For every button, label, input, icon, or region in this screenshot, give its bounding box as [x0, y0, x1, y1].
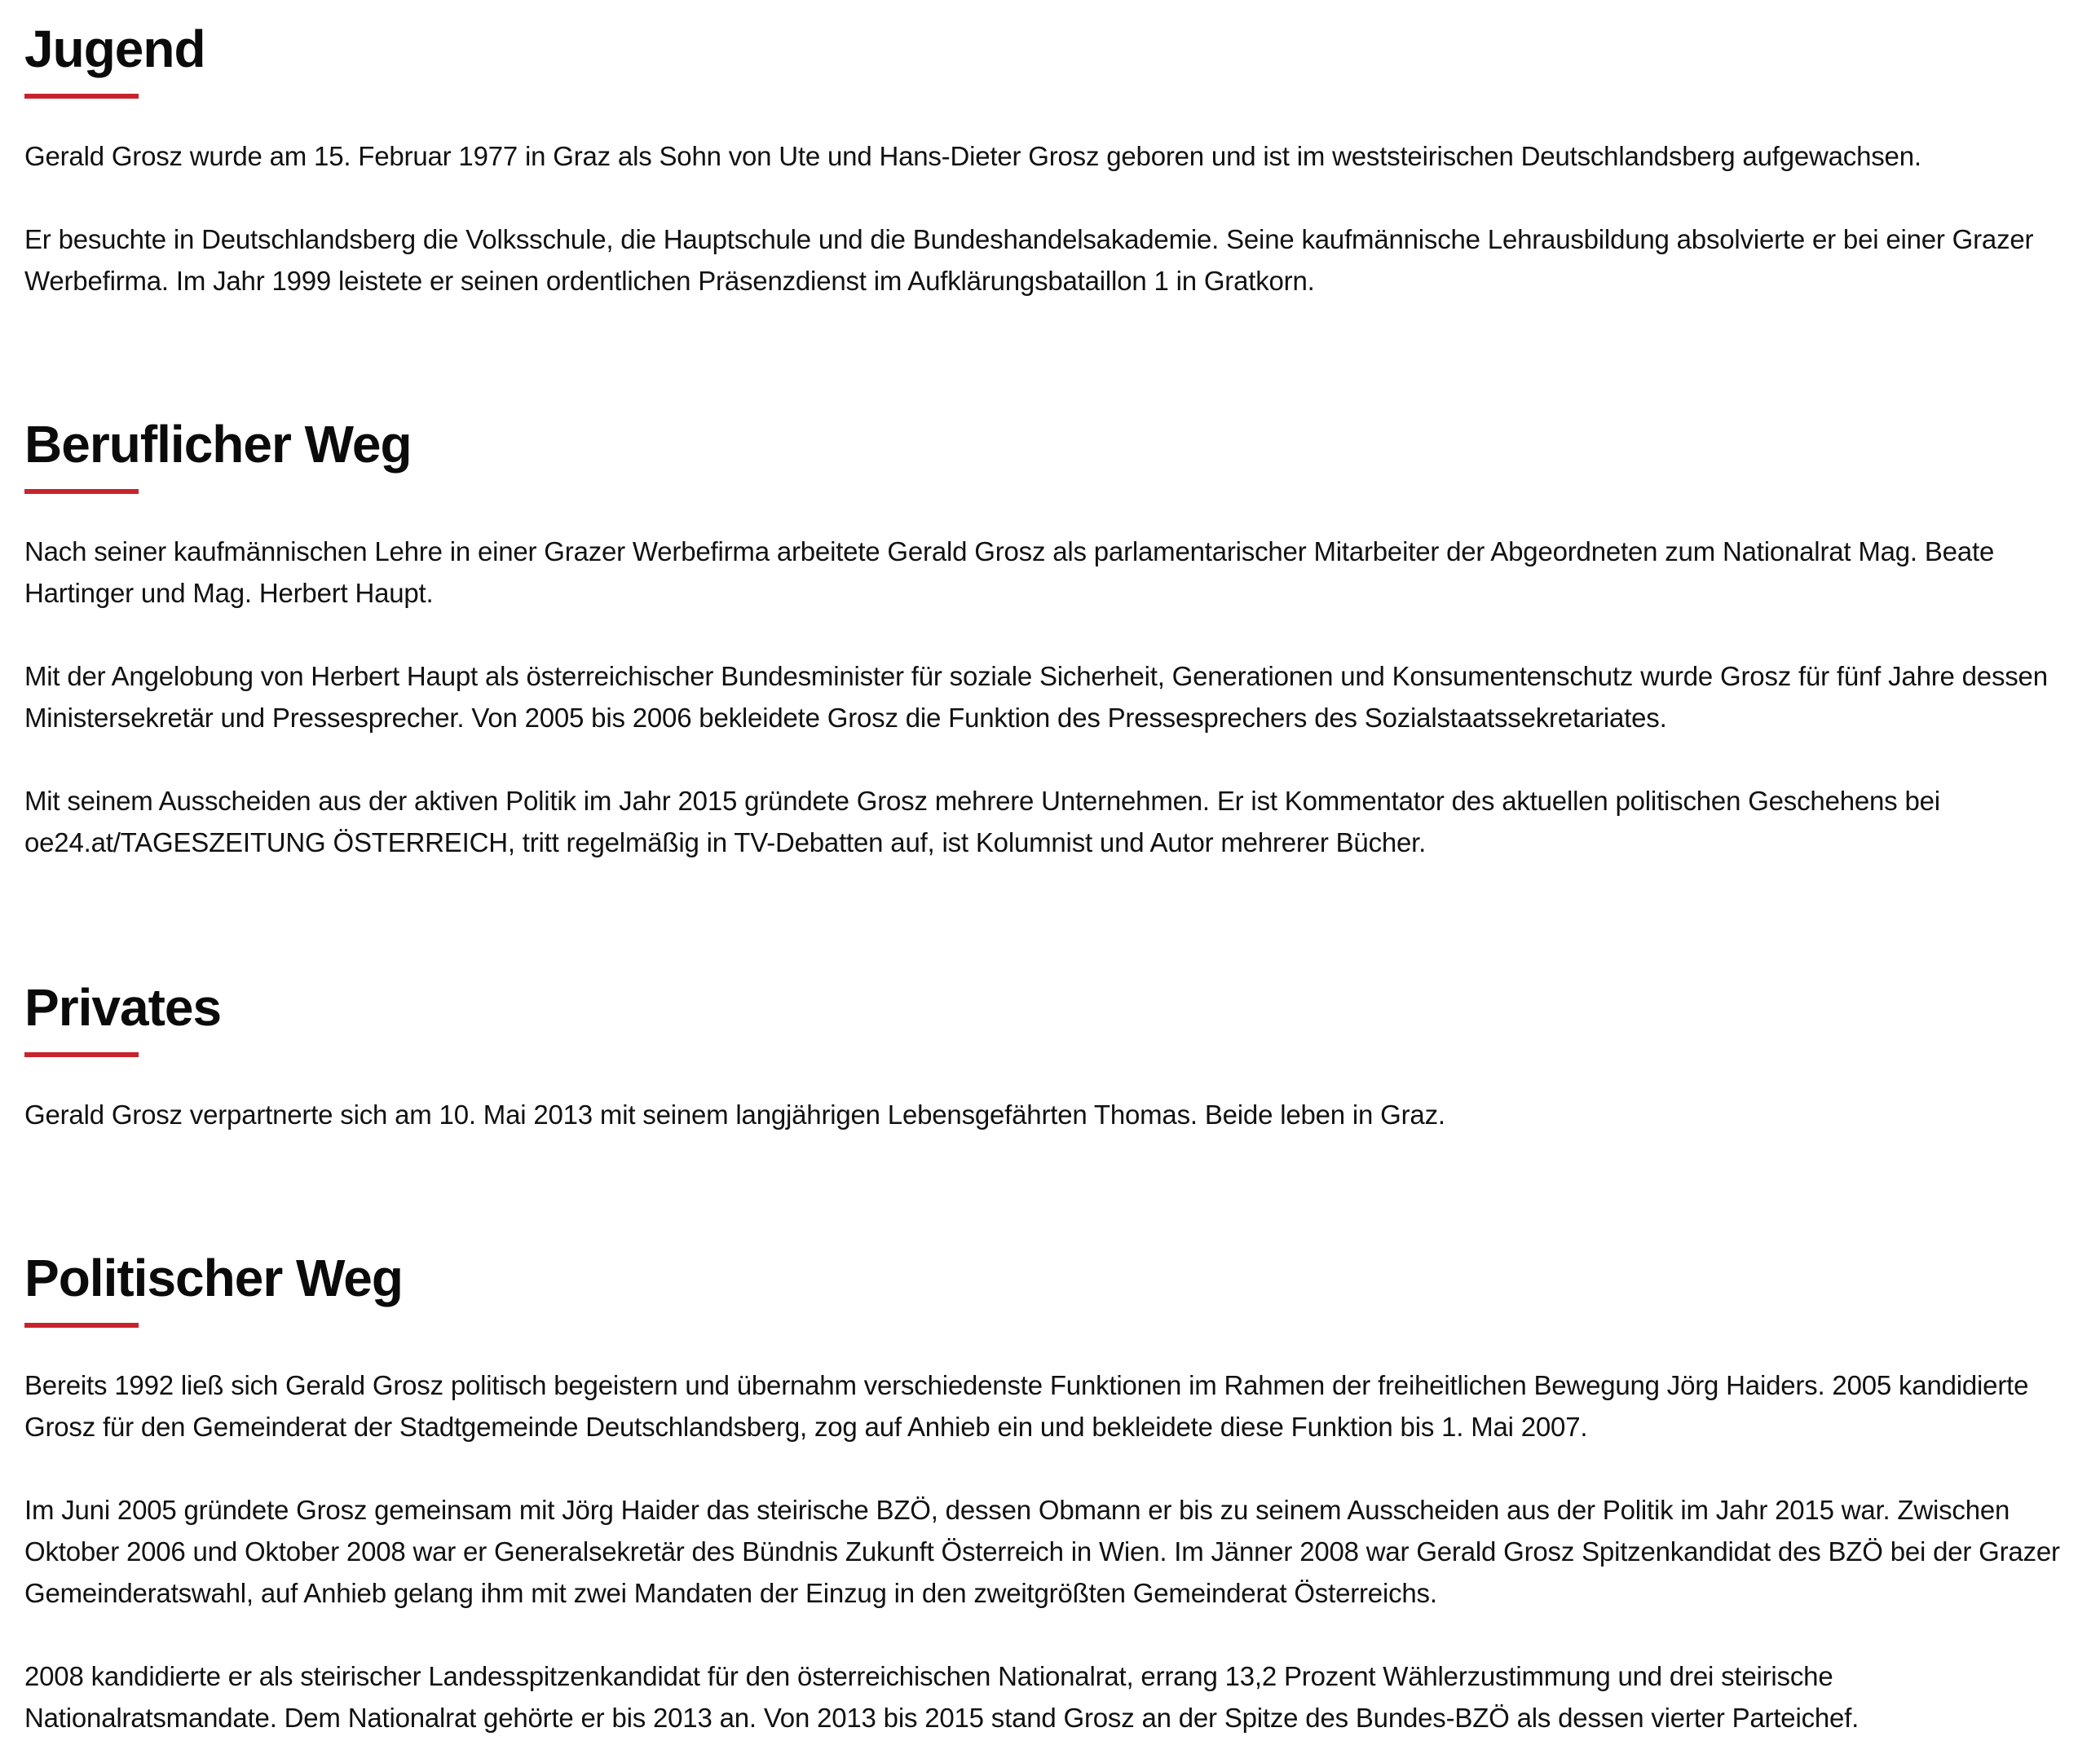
paragraph: Im Juni 2005 gründete Grosz gemeinsam mit Jörg Haider das steirische BZÖ, dessen Obmann er bis zu seinem Ausscheiden aus der Politik im Jahr 2015 war. Zwischen Oktober 2006 und Oktober 2008 war er Generalsekretär des Bündnis Zukunft Österreich in Wien. Im Jänner 2008 war Gerald Grosz Spitzenkandidat des BZÖ bei der Grazer Gemeinderatswahl, auf Anhieb gelang ihm mit zwei Mandaten der Einzug in den zweitgrößten Gemeinderat Österreichs.	[24, 1495, 2060, 1608]
section-title: Politischer Weg	[24, 1249, 403, 1307]
paragraph: Nach seiner kaufmännischen Lehre in einer Grazer Werbefirma arbeitete Gerald Grosz als parlamentarischer Mitarbeiter der Abgeordneten zum Nationalrat Mag. Beate Hartinger und Mag. Herbert Haupt.	[24, 536, 1995, 608]
section-politischer-weg	[24, 1249, 2087, 1739]
section-body	[24, 135, 2087, 302]
title-underline	[24, 1052, 139, 1057]
section-jugend	[24, 20, 2087, 302]
section-title: Jugend	[24, 20, 205, 78]
section-title: Beruflicher Weg	[24, 415, 412, 474]
paragraph: Mit seinem Ausscheiden aus der aktiven Politik im Jahr 2015 gründete Grosz mehrere Unternehmen. Er ist Kommentator des aktuellen politischen Geschehens bei oe24.at/TAGESZEITUNG ÖSTERREICH, tritt regelmäßig in TV-Debatten auf, ist Kolumnist und Autor mehrerer Bücher.	[24, 786, 1940, 857]
paragraph: Bereits 1992 ließ sich Gerald Grosz politisch begeistern und übernahm verschiedenste Funktionen im Rahmen der freiheitlichen Bewegung Jörg Haiders. 2005 kandidierte Grosz für den Gemeinderat der Stadtgemeinde Deutschlandsberg, zog auf Anhieb ein und bekleidete diese Funktion bis 1. Mai 2007.	[24, 1370, 2029, 1442]
paragraph: 2008 kandidierte er als steirischer Landesspitzenkandidat für den österreichischen Nationalrat, errang 13,2 Prozent Wählerzustimmung und drei steirische Nationalratsmandate. Dem Nationalrat gehörte er bis 2013 an. Von 2013 bis 2015 stand Grosz an der Spitze des Bundes-BZÖ als dessen vierter Parteichef.	[24, 1661, 1860, 1733]
paragraph: Gerald Grosz wurde am 15. Februar 1977 in Graz als Sohn von Ute und Hans-Dieter Grosz geboren und ist im weststeirischen Deutschlandsberg aufgewachsen.	[24, 141, 1921, 171]
section-body	[24, 1364, 2087, 1739]
title-underline	[24, 489, 139, 494]
title-underline	[24, 94, 139, 99]
section-title: Privates	[24, 978, 222, 1037]
title-underline	[24, 1323, 139, 1328]
section-privates	[24, 978, 2087, 1135]
paragraph: Gerald Grosz verpartnerte sich am 10. Mai 2013 mit seinem langjährigen Lebensgefährten Thomas. Beide leben in Graz.	[24, 1100, 1445, 1130]
section-body	[24, 1094, 2087, 1135]
paragraph: Er besuchte in Deutschlandsberg die Volksschule, die Hauptschule und die Bundeshandelsakademie. Seine kaufmännische Lehrausbildung absolvierte er bei einer Grazer Werbefirma. Im Jahr 1999 leistete er seinen ordentlichen Präsenzdienst im Aufklärungsbataillon 1 in Gratkorn.	[24, 224, 2034, 296]
section-beruflicher-weg	[24, 415, 2087, 863]
section-body	[24, 531, 2087, 863]
paragraph: Mit der Angelobung von Herbert Haupt als österreichischer Bundesminister für soziale Sicherheit, Generationen und Konsumentenschutz wurde Grosz für fünf Jahre dessen Ministersekretär und Pressesprecher. Von 2005 bis 2006 bekleidete Grosz die Funktion des Pressesprechers des Sozialstaatssekretariates.	[24, 661, 2048, 733]
